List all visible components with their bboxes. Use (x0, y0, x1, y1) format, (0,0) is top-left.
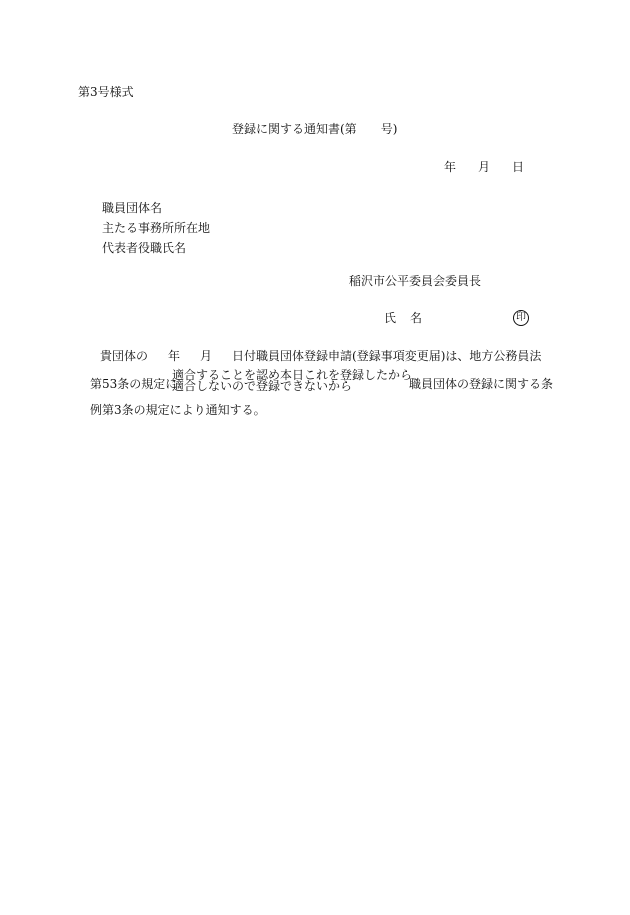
body-line-1 (100, 350, 541, 362)
date-line (444, 161, 524, 173)
body-line2-lead: 第53条の規定に (90, 377, 178, 391)
title-prefix: 登録に関する通知書(第 (232, 122, 357, 136)
title-suffix: 号) (380, 122, 398, 136)
addressee-representative: 代表者役職氏名 (102, 241, 187, 255)
body-line1-year: 年 (168, 349, 181, 363)
body-line1-a: 貴団体の (100, 349, 149, 363)
date-year-label: 年 (444, 160, 457, 174)
document-title (232, 123, 397, 135)
seal-icon: 印 (513, 310, 529, 326)
body-line2-tail: 職員団体の登録に関する条 (409, 377, 554, 391)
addressee-office-address: 主たる事務所所在地 (102, 221, 211, 235)
name-label-given: 名 (410, 311, 423, 325)
date-day-label: 日 (512, 160, 525, 174)
issuer-name-row (384, 312, 422, 324)
alternative-approved: 適合することを認め本日これを登録したから (172, 368, 413, 382)
body-line1-rest: 日付職員団体登録申請(登録事項変更届)は、地方公務員法 (232, 349, 542, 363)
body-line-3: 例第3条の規定により通知する。 (90, 403, 266, 417)
form-number: 第3号様式 (78, 85, 134, 99)
addressee-org-name: 職員団体名 (102, 201, 163, 215)
body-line2-alternatives (172, 370, 412, 392)
addressee-block (102, 198, 210, 258)
date-month-label: 月 (478, 160, 491, 174)
name-label-family: 氏 (384, 311, 397, 325)
alternative-rejected: 適合しないので登録できないから (172, 379, 353, 393)
body-line1-month: 月 (200, 349, 213, 363)
title-number-blank (357, 122, 381, 136)
issuer-title: 稲沢市公平委員会委員長 (349, 274, 482, 288)
